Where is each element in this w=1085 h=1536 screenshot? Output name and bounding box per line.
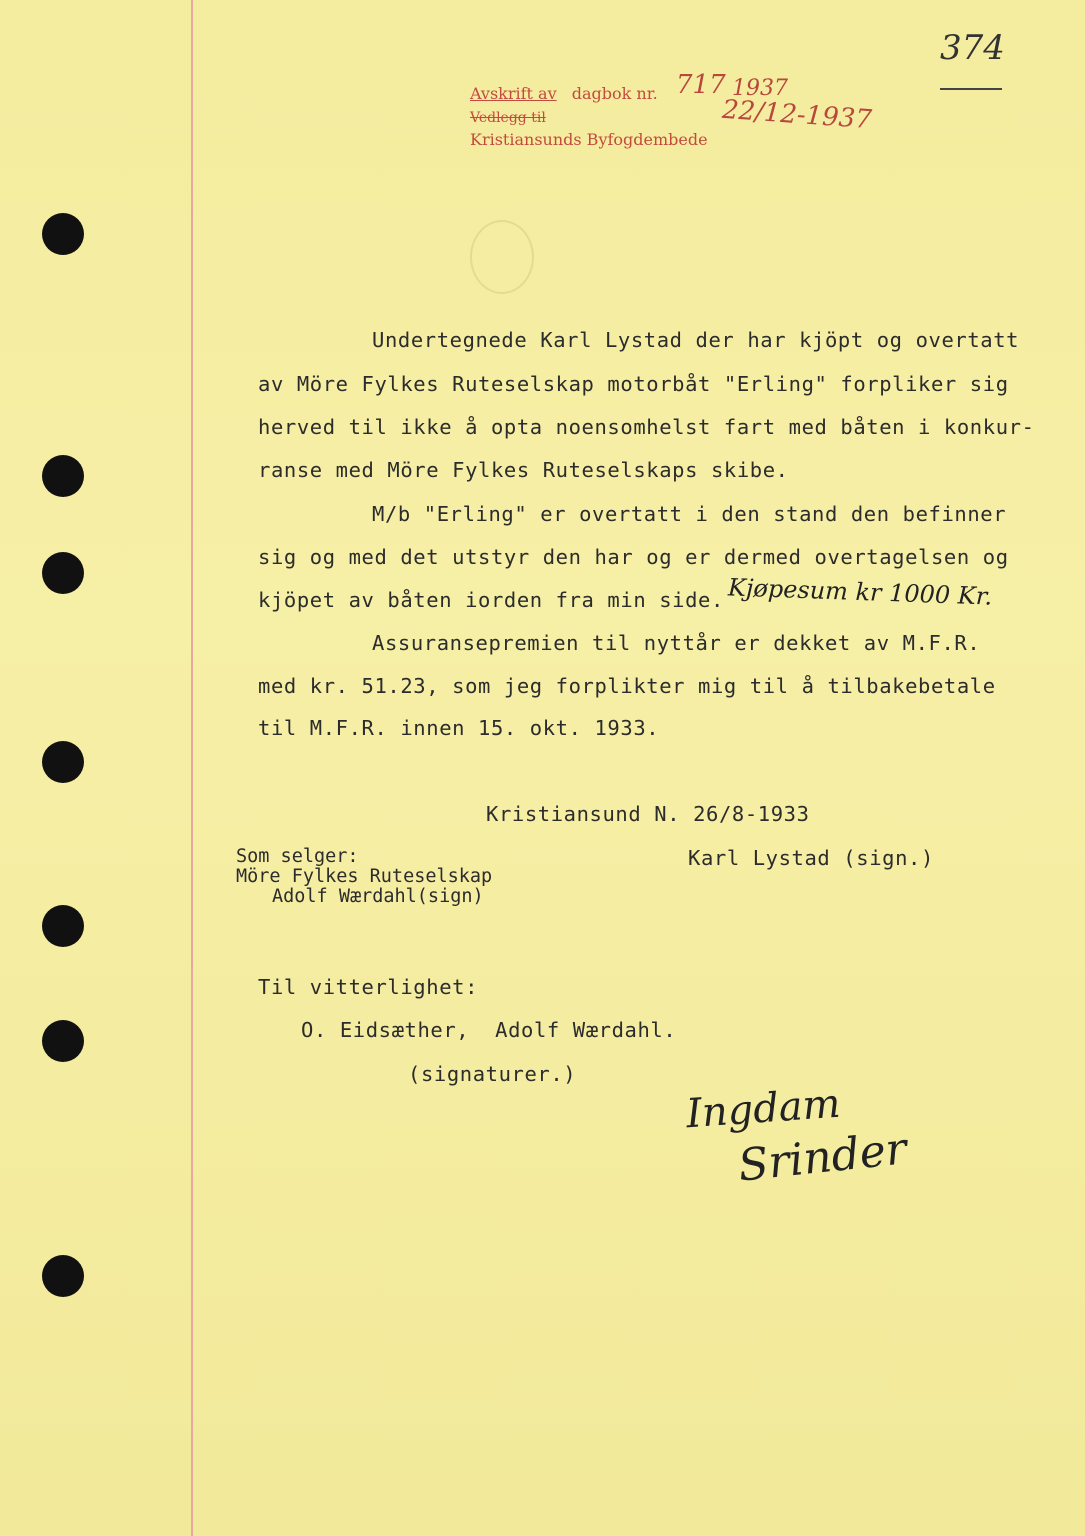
hand-note: Kjøpesum kr 1000 Kr. xyxy=(727,573,993,611)
punch-hole xyxy=(42,741,84,783)
dagbok-year: 1937 xyxy=(732,76,788,101)
margin-line xyxy=(191,0,193,1536)
buyer-signature: Karl Lystad (sign.) xyxy=(688,846,934,870)
punch-hole xyxy=(42,455,84,497)
signatures-note: (signaturer.) xyxy=(408,1062,577,1086)
stamp-line2: Vedlegg til xyxy=(470,110,546,126)
page-number-underline xyxy=(940,88,1002,90)
body-line: ranse med Möre Fylkes Ruteselskaps skibe. xyxy=(258,458,789,482)
hand-date: 22/12-1937 xyxy=(721,94,873,136)
punch-hole xyxy=(42,1020,84,1062)
body-line: Undertegnede Karl Lystad der har kjöpt og overtatt xyxy=(372,328,1020,352)
handwritten-signature-line1: Ingdam xyxy=(684,1080,842,1138)
seller-signature: Adolf Wærdahl(sign) xyxy=(272,886,484,907)
witness-names: O. Eidsæther, Adolf Wærdahl. xyxy=(301,1018,677,1042)
body-line: M/b "Erling" er overtatt i den stand den befinner xyxy=(372,502,1007,526)
body-line: av Möre Fylkes Ruteselskap motorbåt "Erling" forpliker sig xyxy=(258,372,1009,396)
stamp-dagbok-label: dagbok nr. xyxy=(571,84,658,103)
seller-company: Möre Fylkes Ruteselskap xyxy=(236,866,493,887)
dagbok-number: 717 xyxy=(676,70,726,100)
body-line: Assuransepremien til nyttår er dekket av M.F.R. xyxy=(372,631,981,655)
punch-hole xyxy=(42,213,84,255)
punch-hole xyxy=(42,552,84,594)
body-line: herved til ikke å opta noensomhelst fart med båten i konkur- xyxy=(258,415,1035,439)
body-line: med kr. 51.23, som jeg forplikter mig til å tilbakebetale xyxy=(258,674,996,698)
body-line: til M.F.R. innen 15. okt. 1933. xyxy=(258,716,660,740)
witness-label: Til vitterlighet: xyxy=(258,975,479,999)
stamp-line1 xyxy=(470,84,658,103)
punch-hole xyxy=(42,905,84,947)
body-line: sig og med det utstyr den har og er dermed overtagelsen og xyxy=(258,545,1009,569)
place-date: Kristiansund N. 26/8-1933 xyxy=(486,802,810,826)
watermark xyxy=(470,220,534,294)
stamp-prefix: Avskrift av xyxy=(470,84,557,103)
handwritten-signature-line2: Srinder xyxy=(735,1123,910,1192)
stamp-line3: Kristiansunds Byfogdembede xyxy=(470,130,708,149)
body-line: kjöpet av båten iorden fra min side. xyxy=(258,588,724,612)
page-number: 374 xyxy=(940,28,1005,68)
punch-hole xyxy=(42,1255,84,1297)
seller-label: Som selger: xyxy=(236,846,359,867)
